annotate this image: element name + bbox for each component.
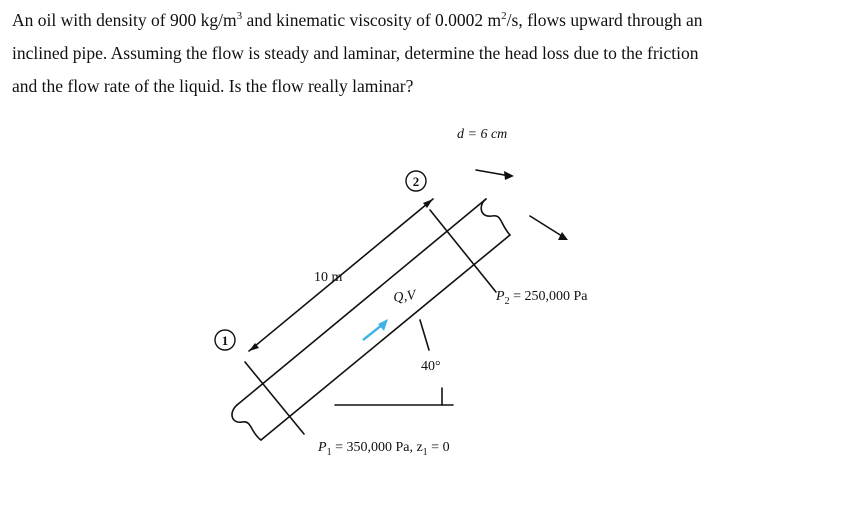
section-1-line	[245, 362, 304, 434]
pipe-lower-wall	[261, 235, 510, 440]
diameter-label: d = 6 cm	[457, 127, 508, 142]
problem-line-1-part-b: and kinematic viscosity of 0.0002 m	[242, 10, 502, 30]
pipe-upper-wall	[237, 199, 486, 405]
p1-label: $P_1 = 350,000$ Pa, $z_1 = 0$	[318, 440, 450, 458]
angle-arc-leader	[420, 320, 429, 350]
diameter-arrow-lower	[530, 216, 565, 238]
station-1-label: 1	[221, 333, 229, 348]
density-unit-exponent: 3	[236, 10, 243, 22]
pipe-upper-end-break	[481, 199, 510, 235]
pipe-lower-end-break	[232, 405, 261, 440]
problem-line-1-part-c: /s, flows upward through an	[506, 10, 703, 30]
viscosity-unit-exponent: 2	[501, 10, 507, 22]
problem-line-3: and the flow rate of the liquid. Is the flow really laminar?	[12, 76, 414, 96]
diameter-arrowhead-lower	[558, 232, 568, 240]
p2-label: $P_2 = 250,000$ Pa	[496, 289, 588, 307]
section-2-line	[430, 210, 496, 292]
station-2-label: 2	[412, 174, 420, 189]
flow-label: Q,V	[392, 288, 417, 306]
angle-label: 40°	[421, 359, 441, 374]
problem-line-2: inclined pipe. Assuming the flow is steady and laminar, determine the head loss due to the friction	[12, 43, 699, 63]
flow-direction-arrow-icon	[363, 319, 388, 340]
problem-line-1-part-a: An oil with density of 900 kg/m	[12, 10, 237, 30]
diameter-arrowhead-upper	[504, 171, 514, 180]
length-label: 10 m	[314, 270, 343, 285]
